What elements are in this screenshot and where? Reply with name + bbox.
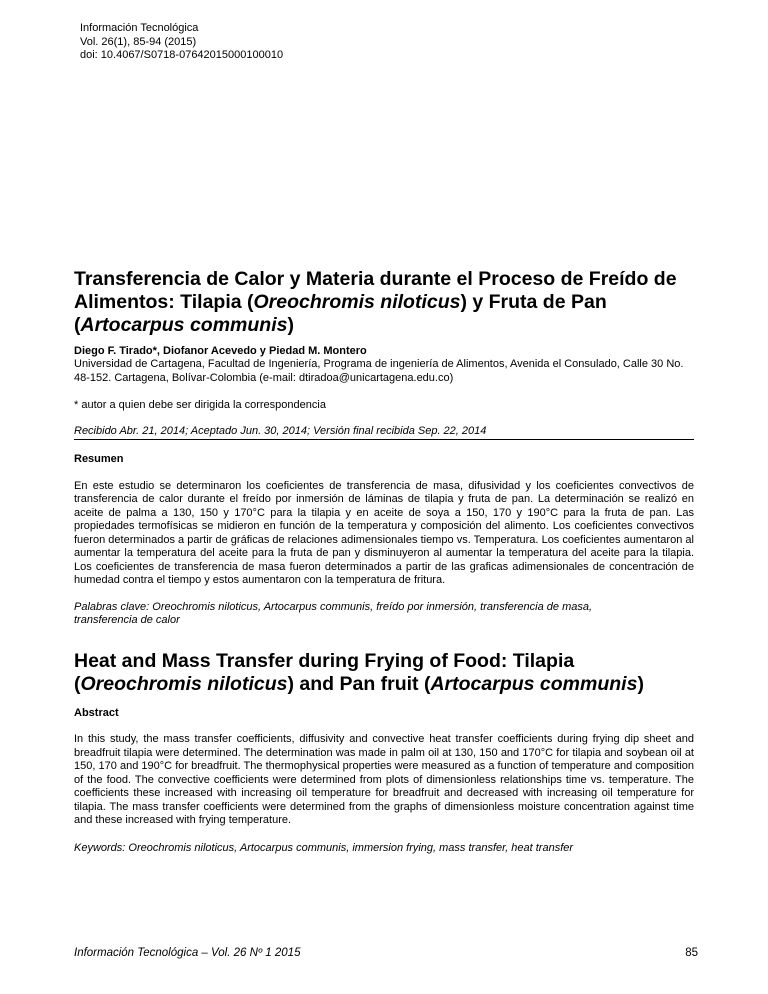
- affiliation: Universidad de Cartagena, Facultad de Ingeniería, Programa de ingeniería de Alimentos, Avenida el Consulado, Calle 30 No. 48-152. Cartagena, Bolívar-Colombia (e-mail: dtiradoa@unicartagena.edu.co): [74, 358, 684, 384]
- doi: doi: 10.4067/S0718-07642015000100010: [80, 49, 284, 61]
- abstract-heading: Abstract: [74, 706, 119, 719]
- title-text: Heat and Mass Transfer during Frying of Food: Tilapia (: [74, 649, 575, 695]
- title-text: Transferencia de Calor y Materia durante el Proceso de Freído de Alimentos: Tilapia (: [74, 267, 677, 313]
- species-name: Artocarpus communis: [430, 672, 638, 695]
- submission-dates: Recibido Abr. 21, 2014; Aceptado Jun. 30, 2014; Versión final recibida Sep. 22, 2014: [74, 425, 694, 441]
- page-body: [74, 22, 694, 855]
- volume-info: Vol. 26(1), 85-94 (2015): [80, 35, 197, 48]
- journal-name: Información Tecnológica: [80, 22, 199, 34]
- footer-journal: Información Tecnológica – Vol. 26 Nº 1 2015: [74, 947, 301, 959]
- title-english: [74, 650, 694, 696]
- title-spanish: [74, 268, 694, 337]
- title-text: ) y Fruta de Pan (: [74, 290, 607, 336]
- palabras-clave: Palabras clave: Oreochromis niloticus, Artocarpus communis, freído por inmersión, transferencia de masa, transferencia de calor: [74, 600, 593, 626]
- keywords: Keywords: Oreochromis niloticus, Artocarpus communis, immersion frying, mass transfer, heat transfer: [74, 841, 574, 854]
- resumen-text: En este estudio se determinaron los coeficientes de transferencia de masa, difusividad y los coeficientes convectivos de transferencia de calor durante el freído por inmersión de láminas de tilapia y fruta de pan. La determinación se realizó en aceite de palma a 130, 150 y 170°C para la tilapia y en aceite de soya a 150, 170 y 190°C para la fruta de pan. Las propiedades termofísicas se midieron en función de la temperatura y composición del alimento. Los coeficientes convectivos fueron determinados a partir de gráficas de relaciones adimensionales tiempo vs. Temperatura. Los coeficientes aumentaron al aumentar la temperatura del aceite para la fruta de pan y disminuyeron al aumentar la temperatura del aceite para la tilapia. Los coeficientes de transferencia de masa fueron determinados a partir de las graficas adimensionales de concentración de humedad contra el tiempo y estos aumentaron con la temperatura de fritura.: [74, 479, 694, 586]
- running-header: [80, 22, 694, 63]
- species-name: Artocarpus communis: [80, 313, 288, 336]
- title-text: ) and Pan fruit (: [287, 672, 431, 695]
- title-text: ): [287, 313, 294, 336]
- title-text: ): [637, 672, 644, 695]
- page-number: 85: [685, 947, 698, 959]
- correspondence-note: * autor a quien debe ser dirigida la correspondencia: [74, 399, 326, 411]
- species-name: Oreochromis niloticus: [80, 672, 288, 695]
- species-name: Oreochromis niloticus: [253, 290, 461, 313]
- abstract-text: In this study, the mass transfer coefficients, diffusivity and convective heat transfer coefficients during frying dip sheet and breadfruit tilapia were determined. The determination was made in palm oil at 130, 150 and 170°C for tilapia and soybean oil at 150, 170 and 190°C for breadfruit. The thermophysical properties were measured as a function of temperature and composition of the food. The convective coefficients were determined from plots of dimensionless relationships time vs. temperature. The coefficients these increased with increasing oil temperature for breadfruit and decreased with increasing oil temperature for tilapia. The mass transfer coefficients were determined from the graphs of dimensionless moisture concentration against time and these increased with frying temperature.: [74, 733, 694, 826]
- authors: Diego F. Tirado*, Diofanor Acevedo y Piedad M. Montero: [74, 344, 367, 357]
- resumen-heading: Resumen: [74, 453, 124, 465]
